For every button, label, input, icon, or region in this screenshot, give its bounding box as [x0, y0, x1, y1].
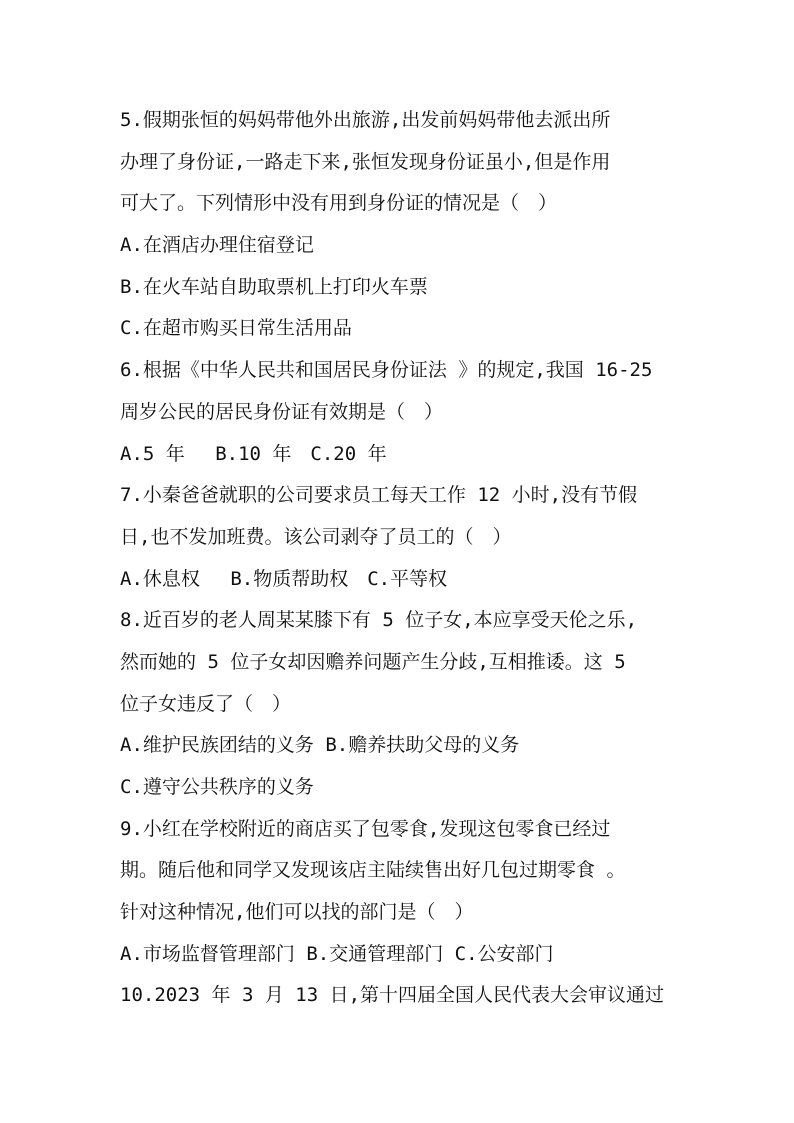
document-body: [120, 100, 690, 1017]
text-line-q8-3: 位子女违反了（ ）: [120, 692, 292, 715]
option-q5-a: A.在酒店办理住宿登记: [120, 234, 314, 257]
text-line-q7-2: 日,也不发加班费。该公司剥夺了员工的（ ）: [120, 525, 512, 548]
text-line-q9-3: 针对这种情况,他们可以找的部门是（ ）: [120, 901, 474, 924]
text-line-q10-1: 10.2023 年 3 月 13 日,第十四届全国人民代表大会审议通过: [120, 984, 665, 1007]
text-line-q8-1: 8.近百岁的老人周某某膝下有 5 位子女,本应享受天伦之乐,: [120, 609, 638, 632]
text-line-q7-1: 7.小秦爸爸就职的公司要求员工每天工作 12 小时,没有节假: [120, 484, 638, 507]
options-q8-ab: A.维护民族团结的义务 B.赡养扶助父母的义务: [120, 734, 520, 757]
options-q9: A.市场监督管理部门 B.交通管理部门 C.公安部门: [120, 942, 554, 965]
text-line-q5-2: 办理了身份证,一路走下来,张恒发现身份证虽小,但是作用: [120, 150, 611, 173]
option-q8-c: C.遵守公共秩序的义务: [120, 776, 314, 798]
text-line-q5-1: 5.假期张恒的妈妈带他外出旅游,出发前妈妈带他去派出所: [120, 109, 611, 131]
text-line-q9-2: 期。随后他和同学又发现该店主陆续售出好几包过期零食 。: [120, 859, 626, 882]
option-q5-b: B.在火车站自助取票机上打印火车票: [120, 275, 428, 298]
options-q7: A.休息权 B.物质帮助权 C.平等权: [120, 567, 448, 590]
text-line-q5-3: 可大了。下列情形中没有用到身份证的情况是（ ）: [120, 192, 558, 215]
text-line-q9-1: 9.小红在学校附近的商店买了包零食,发现这包零食已经过: [120, 817, 611, 840]
text-line-q6-2: 周岁公民的居民身份证有效期是（ ）: [120, 400, 444, 423]
text-line-q8-2: 然而她的 5 位子女却因赡养问题产生分歧,互相推诿。这 5: [120, 650, 626, 673]
options-q6: A.5 年 B.10 年 C.20 年: [120, 442, 387, 465]
option-q5-c: C.在超市购买日常生活用品: [120, 317, 352, 340]
text-line-q6-1: 6.根据《中华人民共和国居民身份证法 》的规定,我国 16-25: [120, 359, 653, 382]
